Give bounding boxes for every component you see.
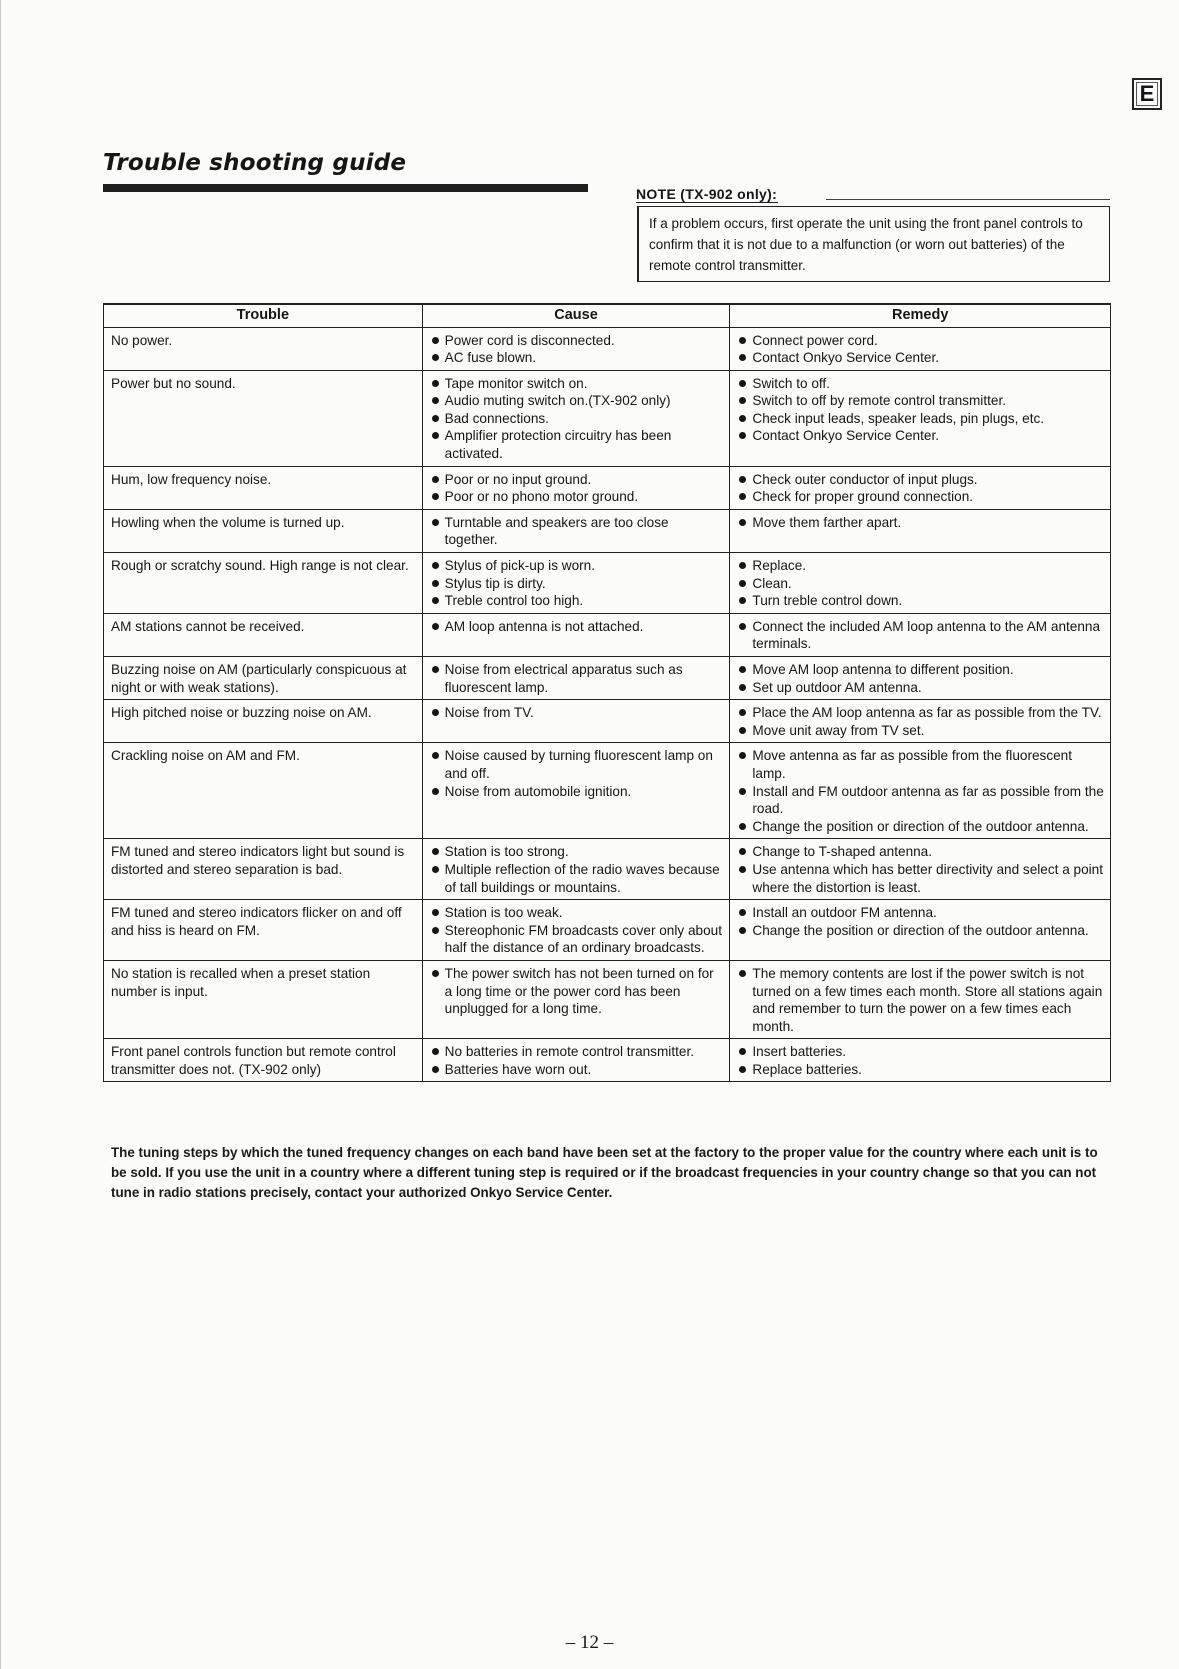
remedy-item: Install an outdoor FM antenna. [737,904,1104,922]
cause-item: Treble control too high. [430,592,724,610]
trouble-cell: Buzzing noise on AM (particularly conspicuous at night or with weak stations). [104,657,423,700]
trouble-cell: Howling when the volume is turned up. [104,509,423,552]
remedy-item: Change to T-shaped antenna. [737,843,1104,861]
remedy-item: The memory contents are lost if the power switch is not turned on a few times each month. Store all stations again and remember to turn the power on a few times each month. [737,965,1104,1035]
remedy-item: Move them farther apart. [737,514,1104,532]
header-trouble: Trouble [104,304,423,327]
remedy-item: Move unit away from TV set. [737,722,1104,740]
remedy-item: Check outer conductor of input plugs. [737,471,1104,489]
table-row [104,370,1111,466]
trouble-cell: High pitched noise or buzzing noise on AM. [104,700,423,743]
cause-item: Stereophonic FM broadcasts cover only about half the distance of an ordinary broadcasts. [430,922,724,957]
table-row [104,700,1111,743]
page-title: Trouble shooting guide [103,150,407,176]
cause-item: Tape monitor switch on. [430,375,724,393]
remedy-cell [730,466,1111,509]
remedy-item: Replace batteries. [737,1061,1104,1079]
language-badge: E [1132,78,1162,110]
table-row [104,327,1111,370]
cause-item: Stylus tip is dirty. [430,575,724,593]
remedy-item: Check for proper ground connection. [737,488,1104,506]
remedy-item: Replace. [737,557,1104,575]
page-edge-rule [0,0,1,1669]
cause-item: Amplifier protection circuitry has been activated. [430,427,724,462]
troubleshooting-table [103,303,1111,1082]
note-heading-underline [636,202,778,203]
note-divider-rule [826,199,1110,200]
remedy-item: Check input leads, speaker leads, pin plugs, etc. [737,410,1104,428]
trouble-cell: FM tuned and stereo indicators light but sound is distorted and stereo separation is bad. [104,839,423,900]
remedy-item: Clean. [737,575,1104,593]
note-box [637,206,1110,282]
table-row [104,657,1111,700]
trouble-cell: Front panel controls function but remote control transmitter does not. (TX-902 only) [104,1039,423,1082]
title-underline-bar [103,184,588,192]
cause-item: The power switch has not been turned on for a long time or the power cord has been unplugged for a long time. [430,965,724,1018]
table-row [104,900,1111,961]
remedy-cell [730,327,1111,370]
remedy-item: Set up outdoor AM antenna. [737,679,1104,697]
cause-item: Stylus of pick-up is worn. [430,557,724,575]
cause-cell [422,509,730,552]
cause-item: Bad connections. [430,410,724,428]
table-body [104,327,1111,1082]
table-header-row [104,304,1111,327]
note-text: If a problem occurs, first operate the unit using the front panel controls to confirm that it is not due to a malfunction (or worn out batteries) of the remote control transmitter. [649,216,1083,273]
cause-item: Noise from electrical apparatus such as fluorescent lamp. [430,661,724,696]
cause-cell [422,657,730,700]
cause-item: Poor or no input ground. [430,471,724,489]
note-heading: NOTE (TX-902 only): [636,186,778,202]
cause-item: Noise from automobile ignition. [430,783,724,801]
cause-cell [422,1039,730,1082]
cause-item: AM loop antenna is not attached. [430,618,724,636]
remedy-cell [730,370,1111,466]
remedy-cell [730,743,1111,839]
trouble-cell: Rough or scratchy sound. High range is not clear. [104,553,423,614]
remedy-item: Move AM loop antenna to different position. [737,661,1104,679]
cause-cell [422,960,730,1038]
trouble-cell: No station is recalled when a preset station number is input. [104,960,423,1038]
trouble-cell: Power but no sound. [104,370,423,466]
cause-cell [422,900,730,961]
trouble-cell: AM stations cannot be received. [104,613,423,656]
trouble-cell: Hum, low frequency noise. [104,466,423,509]
cause-item: Poor or no phono motor ground. [430,488,724,506]
cause-item: Station is too strong. [430,843,724,861]
trouble-cell: No power. [104,327,423,370]
remedy-item: Move antenna as far as possible from the fluorescent lamp. [737,747,1104,782]
table-row [104,839,1111,900]
remedy-item: Place the AM loop antenna as far as possible from the TV. [737,704,1104,722]
table-row [104,960,1111,1038]
table-row [104,553,1111,614]
remedy-item: Turn treble control down. [737,592,1104,610]
remedy-item: Use antenna which has better directivity and select a point where the distortion is least. [737,861,1104,896]
cause-item: Multiple reflection of the radio waves because of tall buildings or mountains. [430,861,724,896]
remedy-item: Switch to off. [737,375,1104,393]
cause-cell [422,370,730,466]
cause-item: Turntable and speakers are too close together. [430,514,724,549]
remedy-item: Install and FM outdoor antenna as far as possible from the road. [737,783,1104,818]
remedy-cell [730,509,1111,552]
remedy-cell [730,553,1111,614]
cause-item: Batteries have worn out. [430,1061,724,1079]
cause-cell [422,466,730,509]
cause-item: No batteries in remote control transmitter. [430,1043,724,1061]
cause-item: Power cord is disconnected. [430,332,724,350]
cause-item: Noise caused by turning fluorescent lamp on and off. [430,747,724,782]
cause-item: AC fuse blown. [430,349,724,367]
cause-cell [422,553,730,614]
trouble-cell: FM tuned and stereo indicators flicker on and off and hiss is heard on FM. [104,900,423,961]
remedy-cell [730,700,1111,743]
remedy-item: Switch to off by remote control transmitter. [737,392,1104,410]
remedy-cell [730,839,1111,900]
remedy-item: Connect power cord. [737,332,1104,350]
cause-cell [422,743,730,839]
remedy-item: Change the position or direction of the outdoor antenna. [737,818,1104,836]
cause-cell [422,839,730,900]
remedy-item: Contact Onkyo Service Center. [737,349,1104,367]
table-row [104,743,1111,839]
remedy-item: Change the position or direction of the outdoor antenna. [737,922,1104,940]
cause-item: Station is too weak. [430,904,724,922]
table-row [104,466,1111,509]
trouble-cell: Crackling noise on AM and FM. [104,743,423,839]
cause-cell [422,613,730,656]
table-row [104,613,1111,656]
page-number: – 12 – [565,1632,614,1653]
header-remedy: Remedy [730,304,1111,327]
cause-cell [422,700,730,743]
remedy-cell [730,613,1111,656]
remedy-item: Contact Onkyo Service Center. [737,427,1104,445]
cause-cell [422,327,730,370]
remedy-cell [730,900,1111,961]
remedy-cell [730,657,1111,700]
tuning-footnote: The tuning steps by which the tuned frequency changes on each band have been set at the factory to the proper value for the country where each unit is to be sold. If you use the unit in a country where a different tuning step is required or if the broadcast frequencies in your country change so that you can not tune in radio stations precisely, contact your authorized Onkyo Service Center. [111,1145,1098,1200]
remedy-cell [730,960,1111,1038]
cause-item: Audio muting switch on.(TX-902 only) [430,392,724,410]
table-row [104,509,1111,552]
cause-item: Noise from TV. [430,704,724,722]
header-cause: Cause [422,304,730,327]
remedy-item: Connect the included AM loop antenna to the AM antenna terminals. [737,618,1104,653]
table-row [104,1039,1111,1082]
remedy-item: Insert batteries. [737,1043,1104,1061]
remedy-cell [730,1039,1111,1082]
